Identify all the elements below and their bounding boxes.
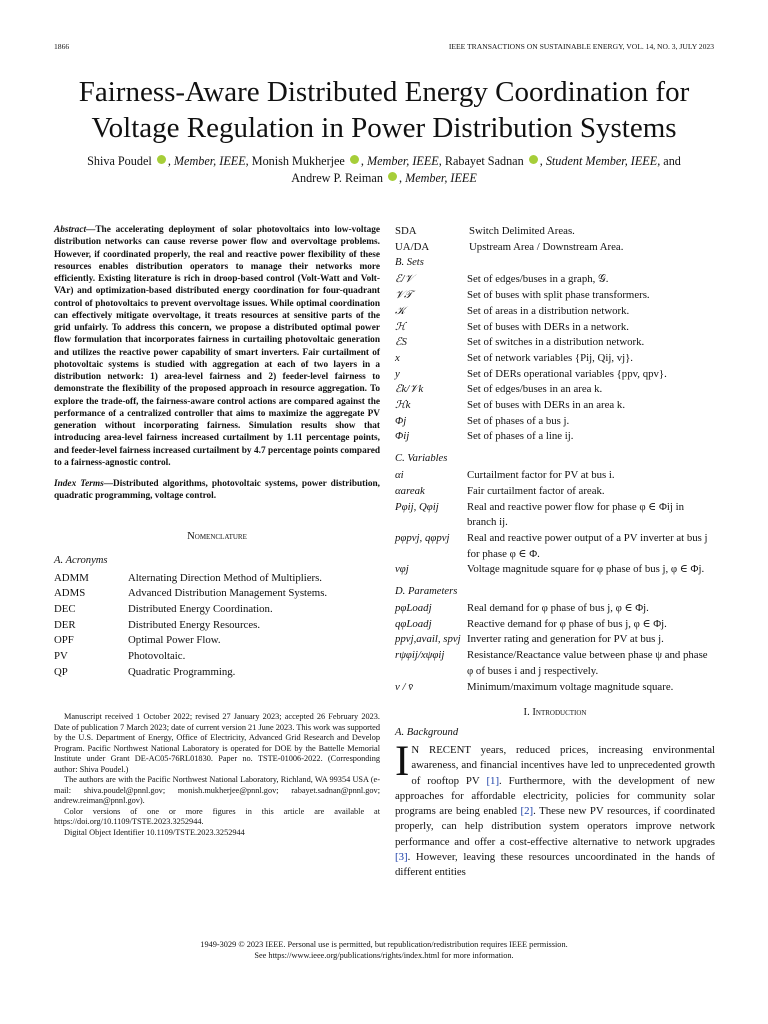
author-name: Shiva Poudel <box>87 154 152 168</box>
citation-link[interactable]: [3] <box>395 850 408 863</box>
paper-title <box>20 74 748 146</box>
author-line-2: Andrew P. Reiman , Member, IEEE <box>291 171 477 185</box>
page-number: 1866 <box>54 42 70 51</box>
nomenclature-row: ℰS Set of switches in a distribution network. <box>395 336 645 349</box>
author-name: Rabayet Sadnan <box>444 154 524 168</box>
drop-cap: I <box>395 738 410 786</box>
footer-line-2: See https://www.ieee.org/publications/rights/index.html for more information. <box>254 950 514 960</box>
abstract-text: —The accelerating deployment of solar photovoltaics into low-voltage distribution networks can cause reverse power flow and overvoltage problems. However, if coordinated properly, the real and reactive power flexibility of these resources enables distribution operators to manage their networks more efficiently. Existing literature is rich in droop-based control (Volt-Watt and Volt-VAr) and optimization-based distributed energy coordination for four-quadrant control of photovoltaics to prevent overvoltage issues. While optimal coordination can effectively mitigate overvoltage, it treats resources at sensitive parts of the grid unfairly. To address this concern, we propose a distributed optimal power flow formulation that incorporates fairness in curtailing photovoltaic generation and utilizes the reactive power capability of smart inverters. Fair curtailment of photovoltaic systems is studied with aggregation at each of two layers in a distribution network: 1) area-level fairness and 2) feeder-level fairness to demonstrate the flexibility of the proposed approach in resource aggregation. To explore the trade-off, the fairness-aware control actions are compared against the performance of a centralized controller that aims to maximize the aggregate PV generation without incorporating fairness. Simulation results show that introducing area-level fairness increased curtailment by 1.11 percentage points, and feeder-level fairness increased curtailment by 4.7 percentage points compared to a fairness-agnostic control. <box>54 225 380 468</box>
nomenclature-row: rψφij/xψφij Resistance/Reactance value between phase ψ and phase φ of buses i and j respectively. <box>395 649 708 677</box>
abstract <box>54 224 380 469</box>
nomenclature-row: 𝒦 Set of areas in a distribution network. <box>395 304 630 317</box>
nomenclature-row: vφj Voltage magnitude square for φ phase of bus j, φ ∈ Φj. <box>395 563 705 576</box>
manuscript-note: The authors are with the Pacific Northwest National Laboratory, Richland, WA 99354 USA (e-mail: shiva.poudel@pnnl.gov; monish.mukherjee@pnnl.gov; rabayet.sadnan@pnnl.gov; andrew.reiman@pnnl.gov). <box>54 775 380 806</box>
nomenclature-row: qφLoadj Reactive demand for φ phase of bus j, φ ∈ Φj. <box>395 617 667 630</box>
citation-link[interactable]: [1] <box>486 774 500 787</box>
journal-name: IEEE TRANSACTIONS ON SUSTAINABLE ENERGY, VOL. 14, NO. 3, JULY 2023 <box>448 42 714 51</box>
orcid-icon[interactable] <box>388 172 397 181</box>
nomenclature-row: x Set of network variables {Pij, Qij, vj}. <box>395 351 633 364</box>
citation-link[interactable]: [2] <box>520 805 534 818</box>
nomenclature-row: pφpvj, qφpvj Real and reactive power output of a PV inverter at bus j for phase φ ∈ Φ. <box>395 531 708 560</box>
left-column <box>54 224 380 838</box>
nomenclature-row: pφLoadj Real demand for φ phase of bus j, φ ∈ Φj. <box>395 602 649 615</box>
author-role: Member, IEEE <box>366 154 439 168</box>
manuscript-note: Manuscript received 1 October 2022; revised 27 January 2023; accepted 26 February 2023. Date of publication 7 March 2023; date of current version 21 June 2023. This work was supported by the U.S. Department of Energy, Office of Electricity, Advanced Grid Research and Develop Program. Pacific Northwest National Laboratory is operated for DOE by the Battelle Memorial Institute under Grant DE-AC05-76RL01830. Paper no. TSTE-01006-2022. (Corresponding author: Shiva Poudel.) <box>54 712 380 774</box>
acronym-row: PV Photovoltaic. <box>54 650 186 663</box>
footer-line-1: 1949-3029 © 2023 IEEE. Personal use is permitted, but republication/redistribution requires IEEE permission. <box>200 940 568 949</box>
right-column <box>395 224 715 880</box>
abstract-label: Abstract <box>54 225 87 235</box>
acronym-row: QP Quadratic Programming. <box>54 665 236 678</box>
orcid-icon[interactable] <box>529 155 538 164</box>
nomenclature-row: ℋk Set of buses with DERs in an area k. <box>395 399 626 412</box>
nomenclature-heading: Nomenclature <box>187 530 247 542</box>
nomenclature-row: ppvj,avail, spvj Inverter rating and generation for PV at bus j. <box>395 633 664 646</box>
orcid-icon[interactable] <box>350 155 359 164</box>
index-terms <box>54 478 380 503</box>
title-line-1: Fairness-Aware Distributed Energy Coordination for <box>78 76 690 108</box>
acronym-row: UA/DA Upstream Area / Downstream Area. <box>395 240 624 253</box>
intro-paragraph: I N RECENT years, reduced prices, increasing environmental awareness, and financial incentives have led to unprecedented growth of rooftop PV [1]. Furthermore, with the development of new approaches for affordable electricity, policies for community solar programs are being enabled [2]. These new PV resources, if coordinated properly, can help distribution system operators improve network performance and offer a cost-effective alternative to network upgrades [3]. However, leaving these resources uncoordinated in the hands of different entities <box>395 738 716 878</box>
acronym-row: OPF Optimal Power Flow. <box>54 634 221 647</box>
author-list <box>40 153 728 187</box>
acronym-list <box>54 571 380 681</box>
nomenclature-row: αi Curtailment factor for PV at bus i. <box>395 469 615 482</box>
author-line-1: Shiva Poudel , Member, IEEE, Monish Mukherjee , Member, IEEE, Rabayet Sadnan , Student Member, IEEE, and <box>87 154 681 168</box>
manuscript-note: Color versions of one or more figures in this article are available at https://doi.org/10.1109/TSTE.2023.3252944. <box>54 806 380 827</box>
variables-heading: C. Variables <box>395 453 448 465</box>
acronym-row: DER Distributed Energy Resources. <box>54 618 261 631</box>
orcid-icon[interactable] <box>157 155 166 164</box>
author-role: Member, IEEE <box>405 171 477 185</box>
parameters-heading: D. Parameters <box>395 586 458 598</box>
index-terms-text: —Distributed algorithms, photovoltaic systems, power distribution, quadratic programming, voltage control. <box>54 479 380 502</box>
sets-heading: B. Sets <box>395 257 424 269</box>
acronym-row: ADMS Advanced Distribution Management Systems. <box>54 587 328 600</box>
nomenclature-row: y Set of DERs operational variables {ppv, qpv}. <box>395 367 667 380</box>
author-role: Student Member, IEEE <box>545 154 658 168</box>
manuscript-note: Digital Object Identifier 10.1109/TSTE.2023.3252944 <box>64 827 245 837</box>
nomenclature-row: ℋ Set of buses with DERs in a network. <box>395 320 629 333</box>
nomenclature-row: v / v̄ Minimum/maximum voltage magnitude square. <box>395 680 674 693</box>
nomenclature-row: ℰk/𝒱k Set of edges/buses in an area k. <box>395 383 603 396</box>
nomenclature-row: Pφij, Qφij Real and reactive power flow for phase φ ∈ Φij in branch ij. <box>395 500 684 529</box>
acronyms-heading: A. Acronyms <box>54 554 108 566</box>
nomenclature-row: 𝒱𝒯 Set of buses with split phase transformers. <box>395 289 650 302</box>
title-line-2: Voltage Regulation in Power Distribution Systems <box>91 112 677 144</box>
acronym-row: SDA Switch Delimited Areas. <box>395 225 575 237</box>
nomenclature-row: αareak Fair curtailment factor of areak. <box>395 484 605 497</box>
author-name: Andrew P. Reiman <box>291 171 383 185</box>
copyright-footer <box>0 940 768 961</box>
nomenclature-row: Φj Set of phases of a bus j. <box>395 414 570 427</box>
author-name: Monish Mukherjee <box>251 154 345 168</box>
acronym-row: DEC Distributed Energy Coordination. <box>54 602 273 615</box>
nomenclature-row: Φij Set of phases of a line ij. <box>395 430 574 443</box>
introduction-heading: I. Introduction <box>523 707 587 719</box>
nomenclature-row: ℰ/𝒱 Set of edges/buses in a graph, 𝒢. <box>395 273 609 286</box>
acronym-row: ADMM Alternating Direction Method of Multipliers. <box>54 571 323 584</box>
index-terms-label: Index Terms <box>54 479 104 489</box>
background-heading: A. Background <box>395 727 459 739</box>
author-role: Member, IEEE <box>173 154 246 168</box>
manuscript-notes <box>54 712 380 838</box>
